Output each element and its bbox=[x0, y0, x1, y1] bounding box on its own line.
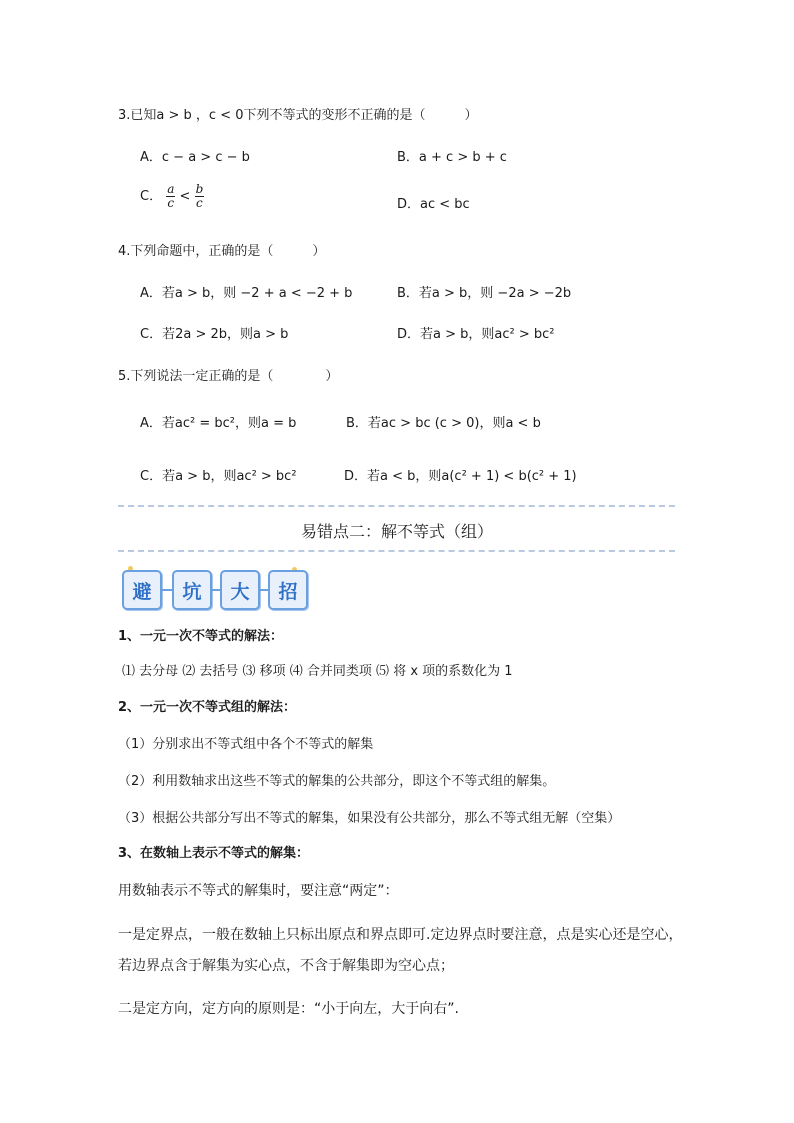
q3-c-relation: < bbox=[179, 189, 191, 204]
badge-connector bbox=[162, 589, 172, 591]
tip-1-title: 1、一元一次不等式的解法： bbox=[118, 629, 284, 644]
tip-3-paragraph-3: 二是定方向，定方向的原则是：“小于向左，大于向右”. bbox=[118, 1001, 459, 1017]
tip-1-body: ⑴ 去分母 ⑵ 去括号 ⑶ 移项 ⑷ 合并同类项 ⑸ 将 x 项的系数化为 1 bbox=[122, 664, 513, 679]
q3-option-a: A．c − a > c − b bbox=[140, 150, 250, 165]
q4-option-d: D．若a > b，则ac² > bc² bbox=[397, 327, 555, 342]
q3-option-d: D．ac < bc bbox=[397, 197, 470, 212]
tip-2-item: （2）利用数轴求出这些不等式的解集的公共部分，即这个不等式组的解集。 bbox=[118, 774, 556, 789]
tip-2-item: （1）分别求出不等式组中各个不等式的解集 bbox=[118, 737, 374, 752]
tip-2-item: （3）根据公共部分写出不等式的解集，如果没有公共部分，那么不等式组无解（空集） bbox=[118, 811, 621, 826]
badge-char-1: 避 bbox=[122, 570, 162, 610]
tip-3-title: 3、在数轴上表示不等式的解集： bbox=[118, 846, 310, 861]
tip-3-paragraph-2b: 若边界点含于解集为实心点，不含于解集即为空心点； bbox=[118, 958, 454, 974]
badge-char-3: 大 bbox=[220, 570, 260, 610]
q5-option-a: A．若ac² = bc²，则a = b bbox=[140, 416, 297, 431]
question-4-stem: 4.下列命题中，正确的是（ ） bbox=[118, 244, 326, 259]
tip-3-paragraph-2a: 一是定界点，一般在数轴上只标出原点和界点即可.定边界点时要注意，点是实心还是空心， bbox=[118, 927, 683, 943]
q3-c-frac2-den: c bbox=[196, 196, 203, 210]
q3-c-fraction-1 bbox=[166, 183, 175, 210]
badge-char-2: 坑 bbox=[172, 570, 212, 610]
section-title: 易错点二：解不等式（组） bbox=[300, 522, 493, 541]
q3-option-c-label: C． bbox=[140, 189, 163, 204]
tip-2-title: 2、一元一次不等式组的解法： bbox=[118, 700, 297, 715]
q5-option-c: C．若a > b，则ac² > bc² bbox=[140, 469, 297, 484]
question-3-stem: 3.已知a > b ，c < 0下列不等式的变形不正确的是（ ） bbox=[118, 108, 478, 123]
divider-bottom bbox=[118, 550, 675, 552]
tip-3-paragraph-1: 用数轴表示不等式的解集时，要注意“两定”： bbox=[118, 883, 399, 899]
q5-option-b: B．若ac > bc (c > 0)，则a < b bbox=[346, 416, 541, 431]
question-5-stem: 5.下列说法一定正确的是（ ） bbox=[118, 369, 339, 384]
q4-option-c: C．若2a > 2b，则a > b bbox=[140, 327, 289, 342]
q3-c-frac1-num: a bbox=[167, 182, 175, 196]
q5-option-d: D．若a < b，则a(c² + 1) < b(c² + 1) bbox=[344, 469, 577, 484]
tips-badge bbox=[122, 570, 322, 610]
q3-c-frac1-den: c bbox=[167, 196, 175, 210]
q3-c-frac2-num: b bbox=[195, 182, 204, 196]
q3-c-fraction-2 bbox=[195, 183, 205, 210]
badge-char-4: 招 bbox=[268, 570, 308, 610]
q4-option-a: A．若a > b，则 −2 + a < −2 + b bbox=[140, 286, 353, 301]
q4-option-b: B．若a > b，则 −2a > −2b bbox=[397, 286, 572, 301]
q3-option-b: B．a + c > b + c bbox=[397, 150, 507, 165]
q3-option-c bbox=[140, 183, 204, 210]
divider-top bbox=[118, 505, 675, 507]
